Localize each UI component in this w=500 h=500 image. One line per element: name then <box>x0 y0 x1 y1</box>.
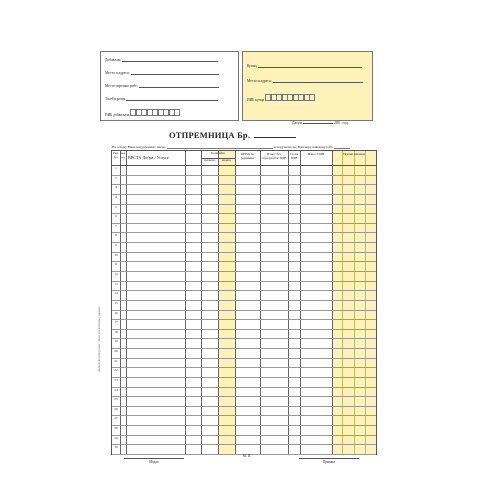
table-row[interactable] <box>112 348 376 349</box>
supplier-pib-label: ПИБ добављача <box>105 113 130 117</box>
items-table <box>111 150 377 455</box>
supplier-label: Добављач: <box>105 58 122 62</box>
row-number: 3 <box>115 185 117 190</box>
buyer-name-line[interactable] <box>247 64 362 68</box>
table-row[interactable] <box>112 367 376 368</box>
header-quantity: Количина <box>211 151 225 155</box>
table-row[interactable] <box>112 310 376 311</box>
table-row[interactable] <box>112 271 376 272</box>
table-row[interactable] <box>112 213 376 214</box>
basis-right-text: испоручили смо Вам меру наведену робу <box>273 145 333 149</box>
row-number: 28 <box>114 426 118 431</box>
row-number: 4 <box>115 194 117 199</box>
header-vat-rate: Стопа ПДВ <box>289 152 299 160</box>
row-number: 22 <box>114 368 118 373</box>
row-number: 12 <box>114 271 118 276</box>
header-goods-type: ВРСТА Добра / Услуге <box>128 155 169 160</box>
document-title <box>169 130 296 140</box>
supplier-pib-cells[interactable] <box>130 109 180 117</box>
supplier-address-label: Место и адреса: <box>105 71 130 75</box>
table-row[interactable] <box>112 290 376 291</box>
row-number: 10 <box>114 252 118 257</box>
date-suffix: 200 . год. <box>333 121 349 125</box>
row-number: 27 <box>114 416 118 421</box>
header-vat-amount: Износ ПДВ <box>307 152 325 156</box>
table-row[interactable] <box>112 175 376 176</box>
table-row[interactable] <box>112 415 376 416</box>
supplier-dispatch-line[interactable] <box>105 84 219 88</box>
buyer-box <box>242 51 373 121</box>
table-row[interactable] <box>112 194 376 195</box>
row-number: 13 <box>114 281 118 286</box>
table-row[interactable] <box>112 329 376 330</box>
izdato-column-fill <box>218 151 235 454</box>
row-number: 24 <box>114 387 118 392</box>
stamp-label: М. П. <box>242 454 252 458</box>
table-row[interactable] <box>112 425 376 426</box>
row-number: 2 <box>115 175 117 180</box>
table-row[interactable] <box>112 396 376 397</box>
row-number: 15 <box>114 300 118 305</box>
supplier-account-line[interactable] <box>105 97 218 101</box>
header-requested: тражено <box>203 158 216 162</box>
delivery-note-form <box>94 42 412 462</box>
date-line[interactable] <box>292 121 349 125</box>
receiver-label: Примио <box>322 460 336 464</box>
title-text: ОТПРЕМНИЦА Бр. <box>169 130 251 140</box>
row-number: 21 <box>114 358 118 363</box>
supplier-pib-line[interactable] <box>105 109 180 117</box>
row-number: 26 <box>114 406 118 411</box>
order-basis-line[interactable] <box>112 145 410 149</box>
table-row[interactable] <box>112 232 376 233</box>
table-row[interactable] <box>112 319 376 320</box>
buyer-address-label: Место и адреса: <box>247 79 272 83</box>
table-row[interactable] <box>112 184 376 185</box>
issuer-label: Издао <box>149 460 159 464</box>
row-number: 14 <box>114 291 118 296</box>
table-row[interactable] <box>112 204 376 205</box>
header-amount-without-vat: Износ без обрачунатог ПДВ <box>261 152 287 160</box>
table-row[interactable] <box>112 242 376 243</box>
row-number: 1 <box>115 166 117 170</box>
row-number: 8 <box>115 233 117 238</box>
row-number: 29 <box>114 435 118 440</box>
buyer-address-line[interactable] <box>247 79 363 83</box>
table-row[interactable] <box>112 377 376 378</box>
issuer-signature[interactable] <box>124 458 184 464</box>
row-number: 17 <box>114 320 118 325</box>
supplier-address-line[interactable] <box>105 71 219 75</box>
buyer-pib-label: ПИБ купца <box>247 98 265 102</box>
receiver-signature[interactable] <box>299 458 359 464</box>
table-row[interactable] <box>112 406 376 407</box>
header-unit-price: ЦЕНА по јединици <box>240 152 255 160</box>
table-row[interactable] <box>112 252 376 253</box>
row-number: 7 <box>115 223 117 228</box>
row-number: 18 <box>114 329 118 334</box>
row-number: 23 <box>114 377 118 382</box>
number-field[interactable] <box>254 137 296 138</box>
table-row[interactable] <box>112 300 376 301</box>
table-row[interactable] <box>112 358 376 359</box>
header-total: Укупна накнада <box>342 152 366 156</box>
side-note: Делимично испоручено / Дело, рок испоруке у вршено <box>98 306 101 372</box>
buyer-label: Купац: <box>247 64 258 68</box>
row-number: 25 <box>114 397 118 402</box>
buyer-pib-cells[interactable] <box>265 94 315 102</box>
row-number: 6 <box>115 214 117 219</box>
supplier-dispatch-label: Место порешко робе: <box>105 84 138 88</box>
table-row[interactable] <box>112 387 376 388</box>
table-row[interactable] <box>112 435 376 436</box>
row-number: 30 <box>114 445 118 450</box>
row-number: 20 <box>114 349 118 354</box>
table-row[interactable] <box>112 223 376 224</box>
supplier-account-label: Тасебп рачун <box>105 97 126 101</box>
row-number: 9 <box>115 243 117 248</box>
supplier-name-line[interactable] <box>105 58 218 62</box>
row-number: 5 <box>115 204 117 209</box>
table-row[interactable] <box>112 338 376 339</box>
header-row-number: Ред. бр. <box>113 151 119 159</box>
supplier-box <box>100 51 239 121</box>
basis-left-text: На основу Ваше наруџбенице: писмо <box>112 145 166 149</box>
stamp-place <box>232 454 262 458</box>
header-issued: издато <box>221 158 232 162</box>
table-row[interactable] <box>112 281 376 282</box>
row-number: 19 <box>114 339 118 344</box>
table-row[interactable] <box>112 261 376 262</box>
table-row[interactable] <box>112 444 376 445</box>
header-code: Шиф. робе <box>120 152 126 159</box>
row-number: 16 <box>114 310 118 315</box>
buyer-pib-line[interactable] <box>247 94 315 102</box>
date-label: Датум <box>292 121 303 125</box>
row-number: 11 <box>114 262 118 267</box>
